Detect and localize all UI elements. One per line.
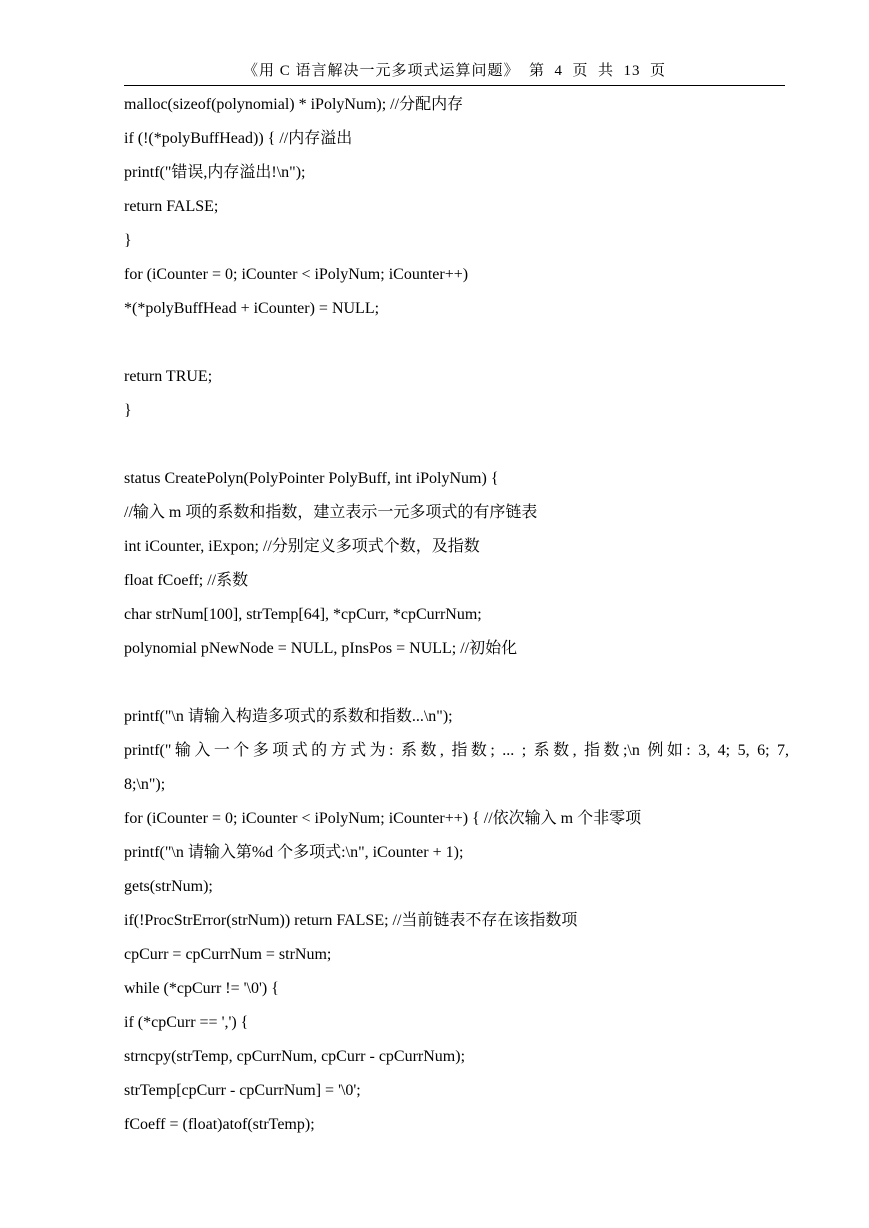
blank-line [124,666,789,700]
code-line: for (iCounter = 0; iCounter < iPolyNum; iCounter++) { //依次输入 m 个非零项 [124,810,642,827]
code-line: cpCurr = cpCurrNum = strNum; [124,946,332,963]
code-line: if (!(*polyBuffHead)) { //内存溢出 [124,130,353,147]
code-line: strncpy(strTemp, cpCurrNum, cpCurr - cpCurrNum); [124,1048,466,1065]
code-line: char strNum[100], strTemp[64], *cpCurr, *cpCurrNum; [124,606,482,623]
code-line: } [124,232,132,249]
code-line: while (*cpCurr != '\0') { [124,980,279,997]
code-line: printf("错误,内存溢出!\n"); [124,164,306,181]
code-line: fCoeff = (float)atof(strTemp); [124,1116,315,1133]
code-line: } [124,402,132,419]
code-line: status CreatePolyn(PolyPointer PolyBuff, int iPolyNum) { [124,470,499,487]
code-line: return FALSE; [124,198,219,215]
code-line: gets(strNum); [124,878,213,895]
code-line: printf("输入一个多项式的方式为: 系数, 指数; ... ; 系数, 指数;\n 例如: 3, 4; 5, 6; 7, [124,742,789,759]
code-line: polynomial pNewNode = NULL, pInsPos = NULL; //初始化 [124,640,518,657]
code-body [124,88,789,1142]
code-line: //输入 m 项的系数和指数，建立表示一元多项式的有序链表 [124,504,538,521]
blank-line [124,326,789,360]
code-line: if (*cpCurr == ',') { [124,1014,249,1031]
code-line: for (iCounter = 0; iCounter < iPolyNum; iCounter++) [124,266,469,283]
code-line: int iCounter, iExpon; //分别定义多项式个数，及指数 [124,538,480,555]
code-line: 8;\n"); [124,776,166,793]
code-line: printf("\n 请输入构造多项式的系数和指数...\n"); [124,708,453,725]
code-line: float fCoeff; //系数 [124,572,249,589]
code-line: malloc(sizeof(polynomial) * iPolyNum); //分配内存 [124,96,464,113]
page-header: 《用 C 语言解决一元多项式运算问题》 第 4 页 共 13 页 [124,58,785,86]
blank-line [124,428,789,462]
code-line: strTemp[cpCurr - cpCurrNum] = '\0'; [124,1082,361,1099]
code-line: return TRUE; [124,368,213,385]
code-line: printf("\n 请输入第%d 个多项式:\n", iCounter + 1); [124,844,464,861]
code-line: if(!ProcStrError(strNum)) return FALSE; //当前链表不存在该指数项 [124,912,578,929]
code-line: *(*polyBuffHead + iCounter) = NULL; [124,300,380,317]
